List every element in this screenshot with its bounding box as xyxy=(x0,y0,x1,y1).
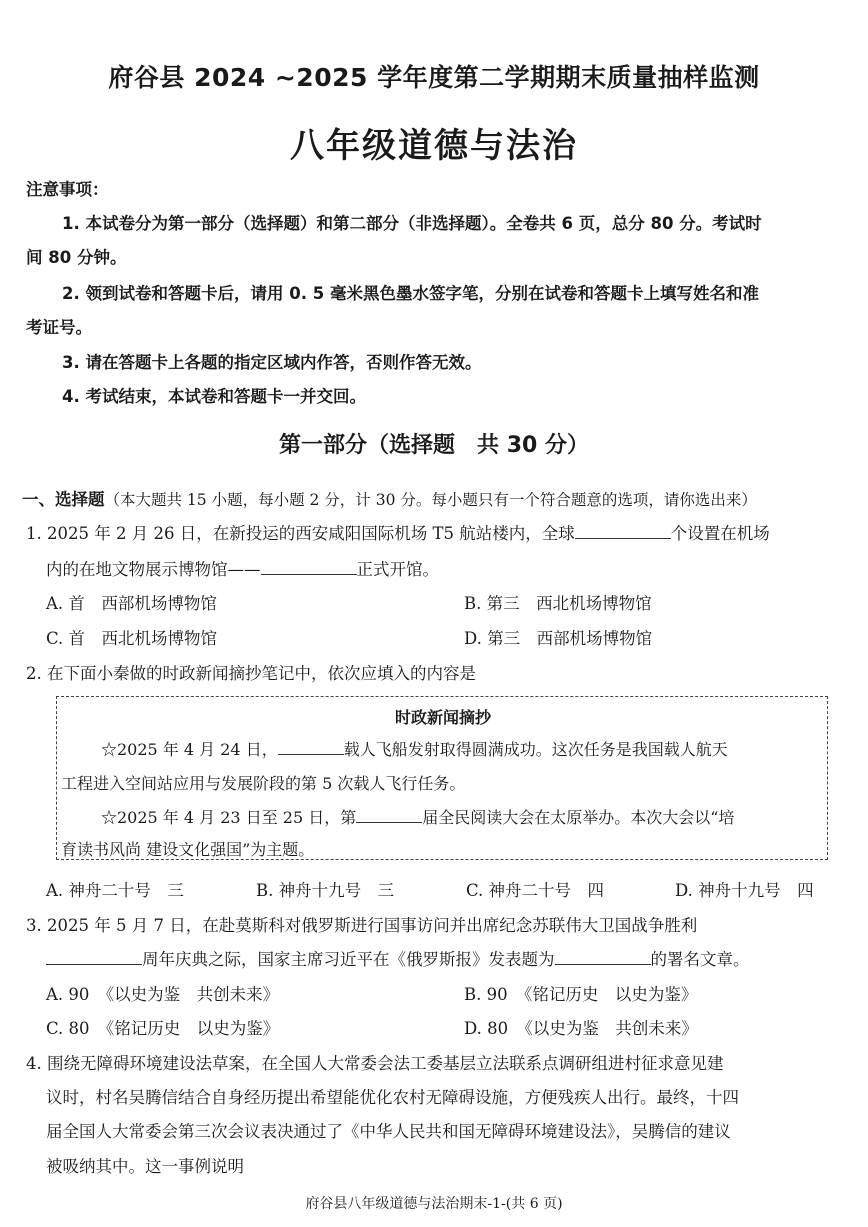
q1-option-a[interactable]: A. 首 西部机场博物馆 xyxy=(46,594,217,613)
section-header xyxy=(22,486,757,510)
news-p2-a: ☆2025 年 4 月 23 日至 25 日，第 xyxy=(101,808,357,827)
q1-line1-a: 1. 2025 年 2 月 26 日，在新投运的西安咸阳国际机场 T5 航站楼内，全球 xyxy=(26,524,575,543)
q1-blank-1 xyxy=(575,537,671,539)
q3-line1: 3. 2025 年 5 月 7 日，在赴莫斯科对俄罗斯进行国事访问并出席纪念苏联伟大卫国战争胜利 xyxy=(26,916,698,935)
news-p1-a: ☆2025 年 4 月 24 日， xyxy=(101,740,278,759)
q4-line4: 被吸纳其中。这一事例说明 xyxy=(46,1157,244,1176)
news-p1-b: 载人飞船发射取得圆满成功。这次任务是我国载人航天 xyxy=(343,740,728,759)
q4-line2: 议时，村名吴腾信结合自身经历提出希望能优化农村无障碍设施，方便残疾人出行。最终，十四 xyxy=(46,1088,739,1107)
news-p1-line1 xyxy=(101,737,728,760)
q4-line3: 届全国人大常委会第三次会议表决通过了《中华人民共和国无障碍环境建设法》，吴腾信的建议 xyxy=(46,1122,731,1141)
q2-option-d[interactable]: D. 神舟十九号 四 xyxy=(675,881,814,900)
q1-option-d[interactable]: D. 第三 西部机场博物馆 xyxy=(464,629,653,648)
q2-option-b[interactable]: B. 神舟十九号 三 xyxy=(256,881,395,900)
note-3: 3. 请在答题卡上各题的指定区域内作答，否则作答无效。 xyxy=(62,353,482,372)
news-excerpt-box xyxy=(56,696,828,860)
q3-blank-1 xyxy=(46,963,142,965)
q1-line1 xyxy=(26,520,770,544)
note-2-line1: 2. 领到试卷和答题卡后，请用 0. 5 毫米黑色墨水签字笔，分别在试卷和答题卡上填写姓名和准 xyxy=(62,284,759,303)
note-1-line2: 间 80 分钟。 xyxy=(26,248,127,267)
section-desc: （本大题共 15 小题，每小题 2 分，计 30 分。每小题只有一个符合题意的选项，请你选出来） xyxy=(104,491,757,509)
q1-option-c[interactable]: C. 首 西北机场博物馆 xyxy=(46,629,218,648)
exam-title: 府谷县 2024 ~2025 学年度第二学期期末质量抽样监测 xyxy=(108,63,760,92)
q2-stem: 2. 在下面小秦做的时政新闻摘抄笔记中，依次应填入的内容是 xyxy=(26,664,476,683)
q3-option-c[interactable]: C. 80 《铭记历史 以史为鉴》 xyxy=(46,1019,280,1038)
note-1-line1: 1. 本试卷分为第一部分（选择题）和第二部分（非选择题）。全卷共 6 页，总分 80 分。考试时 xyxy=(62,214,762,233)
section-label: 一、选择题 xyxy=(22,490,105,509)
subject-title: 八年级道德与法治 xyxy=(290,126,578,166)
q1-option-b[interactable]: B. 第三 西北机场博物馆 xyxy=(464,594,652,613)
q3-line2-b: 的署名文章。 xyxy=(650,950,750,969)
q3-option-b[interactable]: B. 90 《铭记历史 以史为鉴》 xyxy=(464,985,698,1004)
news-p2-b: 届全民阅读大会在太原举办。本次大会以“培 xyxy=(422,808,735,827)
q3-option-d[interactable]: D. 80 《以史为鉴 共创未来》 xyxy=(464,1019,698,1038)
q1-line2-b: 正式开馆。 xyxy=(356,560,439,579)
q3-option-a[interactable]: A. 90 《以史为鉴 共创未来》 xyxy=(46,985,280,1004)
q3-blank-2 xyxy=(555,963,651,965)
news-p1-line2: 工程进入空间站应用与发展阶段的第 5 次载人飞行任务。 xyxy=(61,774,466,793)
q1-line2-a: 内的在地文物展示博物馆—— xyxy=(46,560,261,579)
news-blank-2 xyxy=(356,821,422,823)
part1-title: 第一部分（选择题 共 30 分） xyxy=(279,433,589,458)
q1-blank-2 xyxy=(261,573,357,575)
q3-line2 xyxy=(46,946,750,970)
q2-option-a[interactable]: A. 神舟二十号 三 xyxy=(46,881,184,900)
note-2-line2: 考证号。 xyxy=(26,318,92,337)
q1-line2 xyxy=(46,556,439,580)
news-blank-1 xyxy=(278,753,344,755)
note-4: 4. 考试结束，本试卷和答题卡一并交回。 xyxy=(62,387,366,406)
q2-option-c[interactable]: C. 神舟二十号 四 xyxy=(466,881,605,900)
news-p2-line1 xyxy=(101,805,734,828)
news-box-title: 时政新闻摘抄 xyxy=(394,708,491,727)
notes-heading: 注意事项： xyxy=(26,180,109,199)
news-p2-line2: 育读书风尚 建设文化强国”为主题。 xyxy=(61,840,315,859)
q1-line1-b: 个设置在机场 xyxy=(670,524,770,543)
q3-line2-a: 周年庆典之际，国家主席习近平在《俄罗斯报》发表题为 xyxy=(142,950,555,969)
q4-line1: 4. 围绕无障碍环境建设法草案，在全国人大常委会法工委基层立法联系点调研组进村征求意见建 xyxy=(26,1054,724,1073)
page-footer: 府谷县八年级道德与法治期末-1-(共 6 页) xyxy=(305,1196,563,1212)
